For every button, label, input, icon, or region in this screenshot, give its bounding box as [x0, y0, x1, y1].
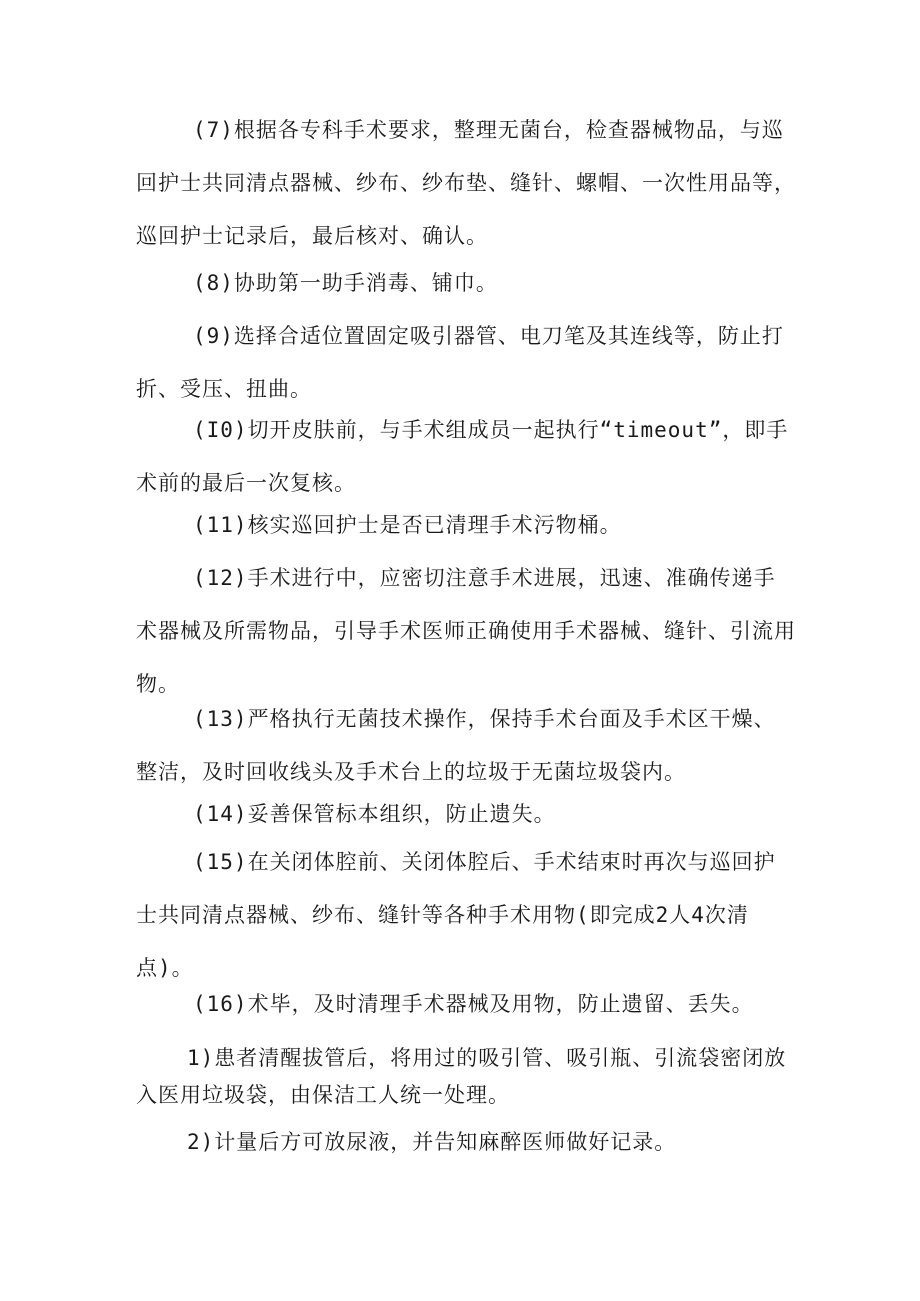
paragraph-12: (12)手术进行中，应密切注意手术进展，迅速、准确传递手术器械及所需物品，引导手术医师正确使用手术器械、缝针、引流用物。 [136, 566, 796, 696]
paragraph-11: (11)核实巡回护士是否已清理手术污物桶。 [193, 513, 622, 537]
paragraph-7: (7)根据各专科手术要求，整理无菌台，检查器械物品，与巡回护士共同清点器械、纱布、纱布垫、缝针、螺帽、一次性用品等，巡回护士记录后，最后核对、确认。 [136, 118, 796, 248]
paragraph-10: (I0)切开皮肤前，与手术组成员一起执行“timeout”，即手术前的最后一次复核。 [136, 418, 789, 495]
paragraph-13: (13)严格执行无菌技术操作，保持手术台面及手术区干燥、整洁，及时回收线头及手术台上的垃圾于无菌垃圾袋内。 [136, 707, 776, 784]
paragraph-9: (9)选择合适位置固定吸引器管、电刀笔及其连线等，防止打折、受压、扭曲。 [136, 324, 784, 401]
paragraph-16: (16)术毕，及时清理手术器械及用物，防止遗留、丢失。 [193, 992, 754, 1016]
paragraph-14: (14)妥善保管标本组织，防止遗失。 [193, 802, 556, 826]
note-2: 2)计量后方可放尿液，并告知麻醉医师做好记录。 [187, 1130, 677, 1154]
note-1: 1)患者清醒拔管后，将用过的吸引管、吸引瓶、引流袋密闭放入医用垃圾袋，由保洁工人统一处理。 [136, 1046, 787, 1107]
paragraph-8: (8)协助第一助手消毒、铺巾。 [193, 271, 498, 295]
paragraph-15: (15)在关闭体腔前、关闭体腔后、手术结束时再次与巡回护士共同清点器械、纱布、缝针等各种手术用物(即完成2人4次清点)。 [136, 850, 776, 980]
